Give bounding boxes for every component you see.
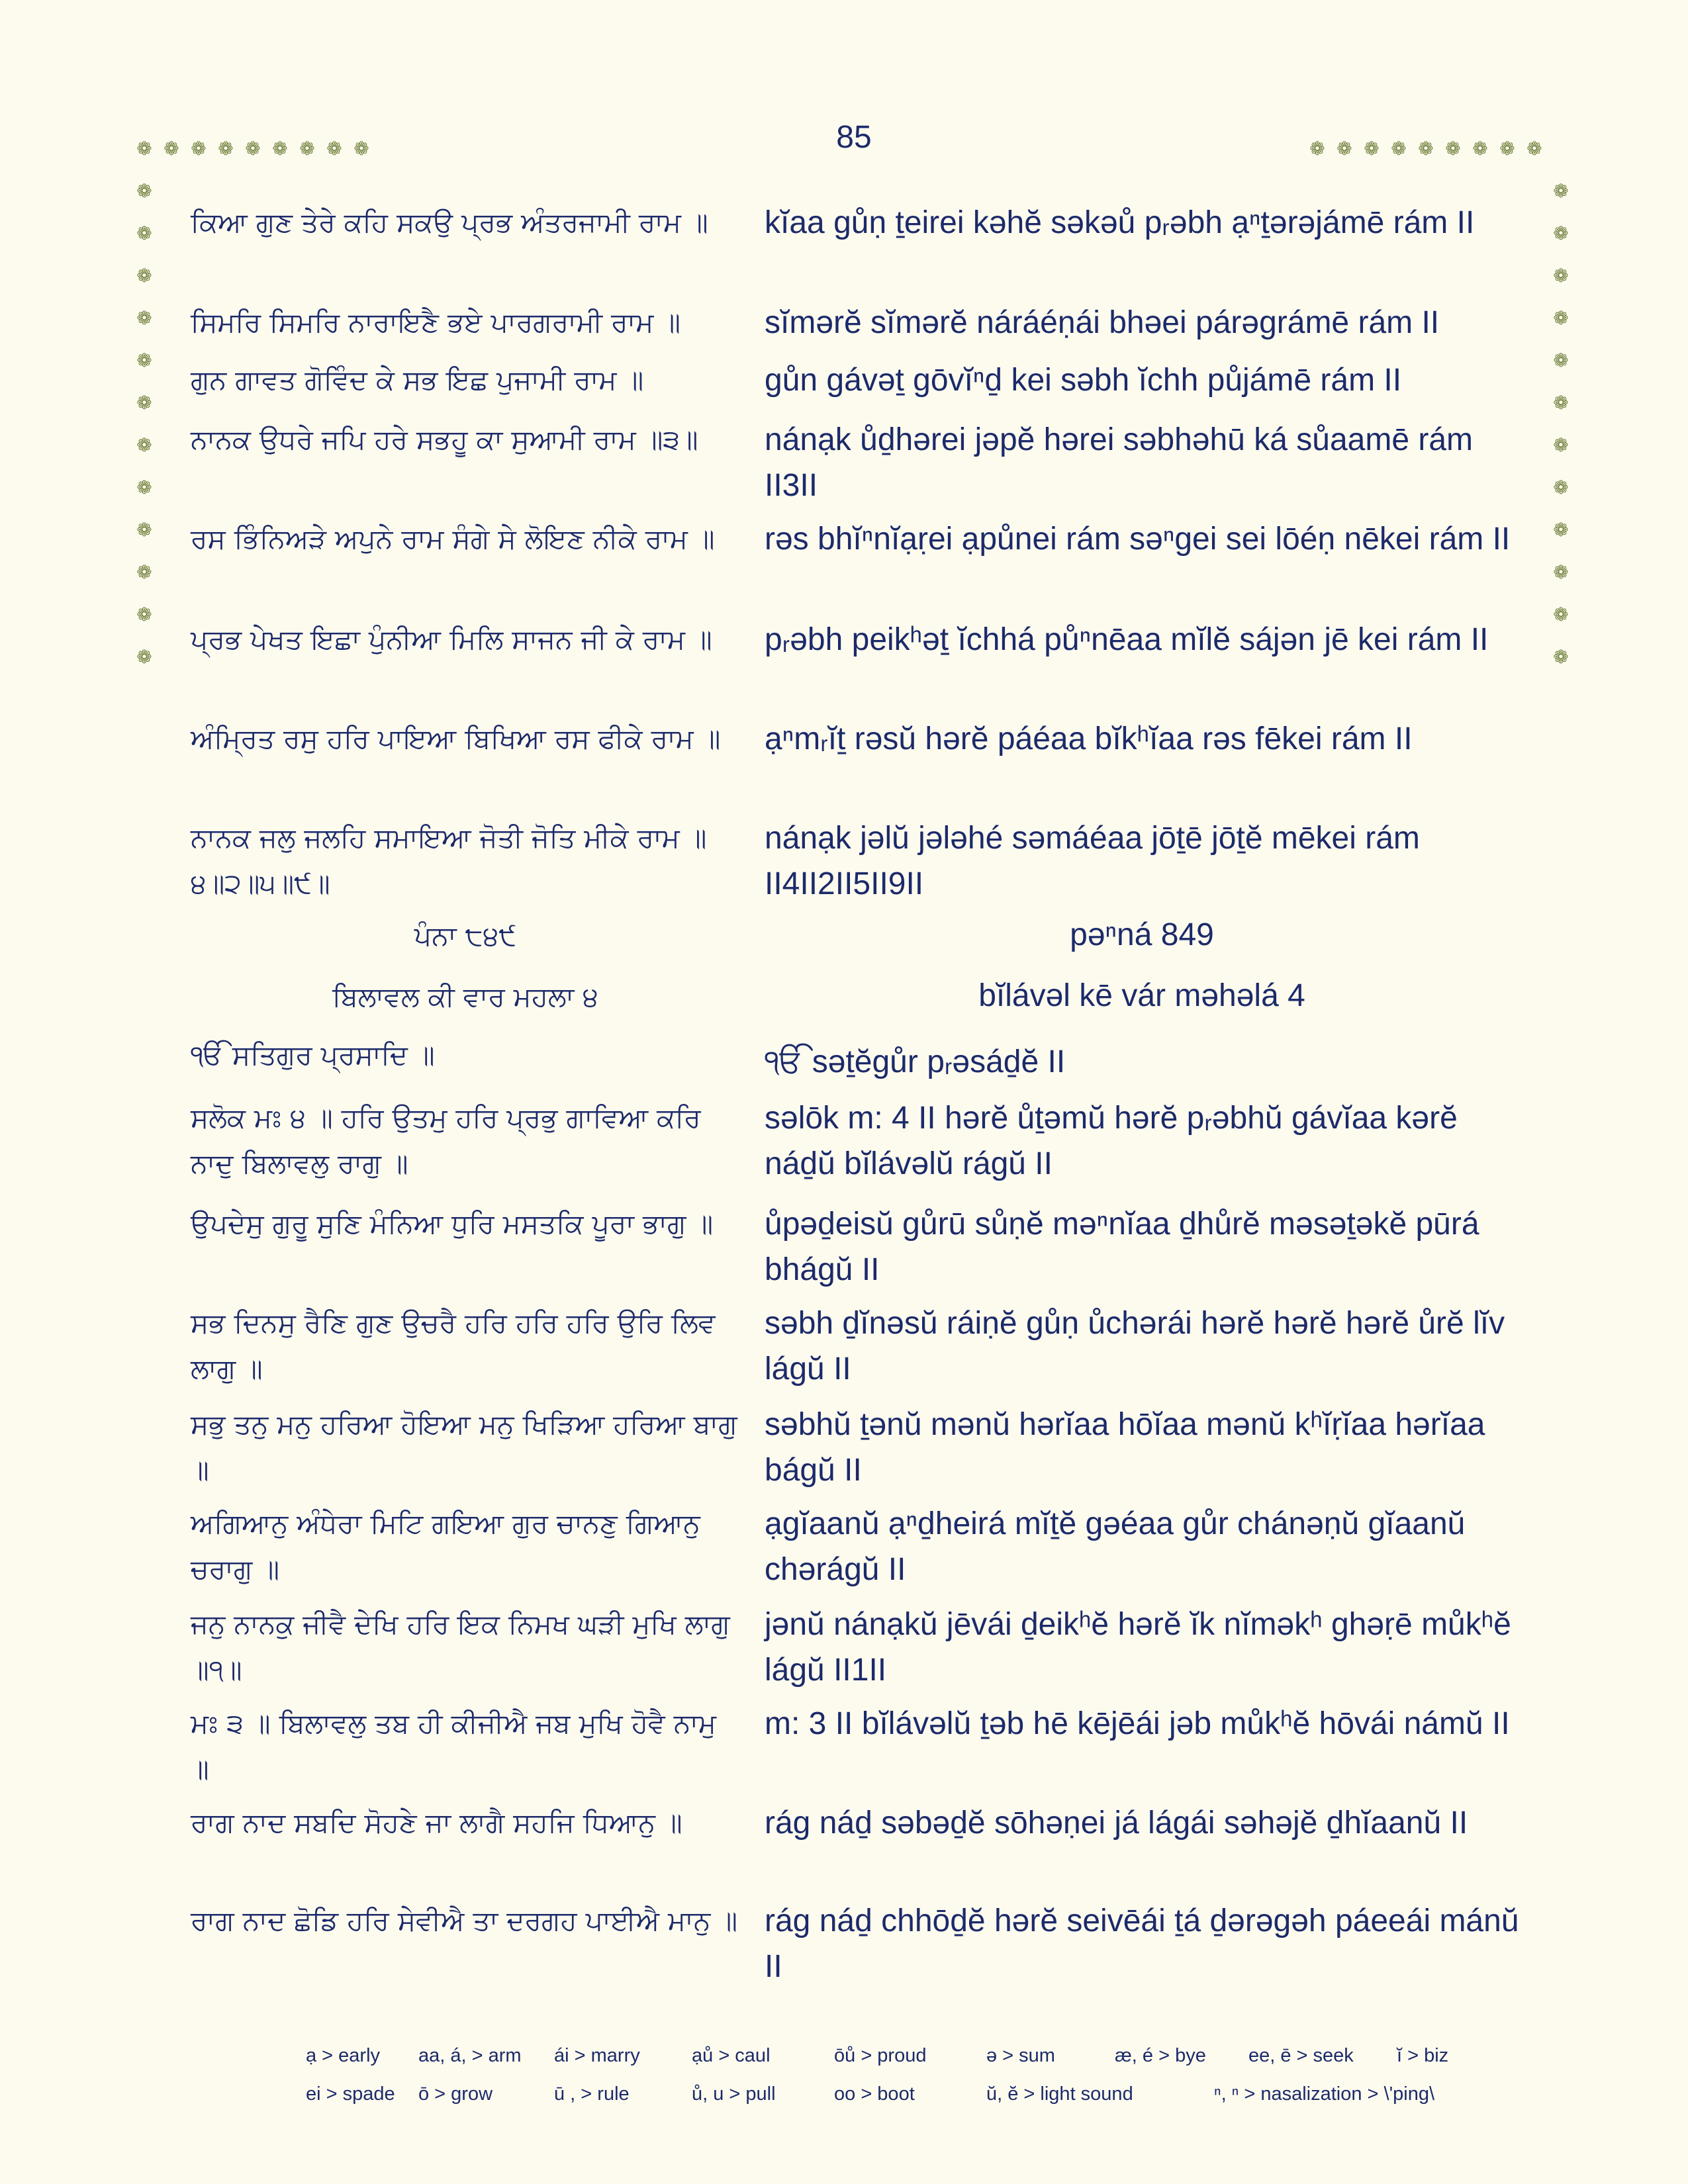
verse-gurmukhi: ਸਲੋਕ ਮਃ ੪ ॥ ਹਰਿ ਉਤਮੁ ਹਰਿ ਪ੍ਰਭੁ ਗਾਵਿਆ ਕਰਿ ਨਾਦੁ ਬਿਲਾਵਲੁ ਰਾਗੁ ॥ [191,1102,701,1179]
verse-gurmukhi: ਰਾਗ ਨਾਦ ਛੋਡਿ ਹਰਿ ਸੇਵੀਐ ਤਾ ਦਰਗਹ ਪਾਈਐ ਮਾਨੁ ॥ [191,1905,738,1936]
verse-gurmukhi: ਸਭ ਦਿਨਸੁ ਰੈਣਿ ਗੁਣ ਉਚਰੈ ਹਰਿ ਹਰਿ ਹਰਿ ਉਰਿ ਲਿਵ ਲਾਗੁ ॥ [191,1307,716,1385]
legend-entry: ů, u > pull [692,2083,776,2105]
verse-gurmukhi: ਮਃ ੩ ॥ ਬਿਲਾਵਲੁ ਤਬ ਹੀ ਕੀਜੀਐ ਜਬ ਮੁਖਿ ਹੋਵੈ ਨਾਮੁ ॥ [191,1707,717,1785]
verse-translit: gůn gávəṯ gōvĭⁿḏ kei səbh ĭchh půjámē rám II [765,363,1402,398]
verse-gurmukhi: ਨਾਨਕ ਉਧਰੇ ਜਪਿ ਹਰੇ ਸਭਹੂ ਕਾ ਸੁਆਮੀ ਰਾਮ ॥੩॥ [191,424,698,455]
verse-translit: pᵣəbh peikʰəṯ ĭchhá půⁿnēaa mĭlĕ sájən jē kei rám II [765,622,1489,657]
verse-gurmukhi: ਅੰਮ੍ਰਿਤ ਰਸੁ ਹਰਿ ਪਾਇਆ ਬਿਖਿਆ ਰਸ ਫੀਕੇ ਰਾਮ ॥ [191,723,721,754]
verse-translit: ạⁿmᵣĭṯ rəsŭ hərĕ páéaa bĭkʰĭaa rəs fēkei rám II [765,721,1413,756]
flower-icon: ❁ [1553,646,1569,668]
heading-gurmukhi: ਬਿਲਾਵਲ ਕੀ ਵਾਰ ਮਹਲਾ ੪ [332,981,599,1013]
legend-entry: ạů > caul [692,2045,771,2066]
flower-icon: ❁ [299,138,315,159]
legend-entry: ĭ > biz [1397,2045,1449,2066]
flower-icon: ❁ [1553,519,1569,541]
flower-icon: ❁ [1553,349,1569,371]
flower-icon: ❁ [326,138,342,159]
flower-icon: ❁ [272,138,288,159]
flower-icon: ❁ [1472,138,1488,159]
verse-translit: nánạk ůḏhərei jəpĕ hərei səbhəhū ká sůaamē rám II3II [765,422,1474,503]
flower-icon: ❁ [136,646,152,668]
invocation-translit: ੴ səṯĕgůr pᵣəsáḏĕ II [765,1044,1066,1079]
invocation-gurmukhi: ੴ ਸਤਿਗੁਰ ਪ੍ਰਸਾਦਿ ॥ [191,1039,435,1071]
flower-icon: ❁ [136,138,152,159]
verse-translit: rəs bhĭⁿnĭạṛei ạpůnei rám səⁿgei sei lōéṇ nēkei rám II [765,522,1511,557]
legend-entry: ạ > early [306,2045,381,2066]
flower-icon: ❁ [1391,138,1407,159]
flower-icon: ❁ [1553,604,1569,625]
verse-translit: m: 3 II bĭlávəlŭ ṯəb hē kējēái jəb můkʰĕ hōvái námŭ II [765,1706,1510,1741]
flower-icon: ❁ [136,349,152,371]
legend-entry: ŭ, ĕ > light sound [986,2083,1133,2105]
flower-icon: ❁ [1445,138,1461,159]
flower-icon: ❁ [1336,138,1352,159]
flower-icon: ❁ [1553,265,1569,287]
verse-gurmukhi: ਸਿਮਰਿ ਸਿਮਰਿ ਨਾਰਾਇਣੈ ਭਏ ਪਾਰਗਰਾਮੀ ਰਾਮ ॥ [191,306,680,338]
flower-icon: ❁ [136,265,152,287]
flower-icon: ❁ [164,138,179,159]
page-marker-gurmukhi: ਪੰਨਾ ੮੪੯ [414,920,517,952]
flower-icon: ❁ [1364,138,1380,159]
verse-translit: səbhŭ ṯənŭ mənŭ hərĭaa hōĭaa mənŭ kʰĭṛĭaa hərĭaa bágŭ II [765,1407,1485,1488]
verse-gurmukhi: ਅਗਿਆਨੁ ਅੰਧੇਰਾ ਮਿਟਿ ਗਇਆ ਗੁਰ ਚਾਨਣੁ ਗਿਆਨੁ ਚਰਾਗੁ ॥ [191,1508,700,1585]
legend-entry: oo > boot [834,2083,915,2105]
flower-icon: ❁ [1553,561,1569,583]
flower-icon: ❁ [136,561,152,583]
legend-entry: aa, á, > arm [418,2045,522,2066]
verse-translit: sĭmərĕ sĭmərĕ náráéṇái bhəei párəgrámē rám II [765,305,1440,340]
flower-icon: ❁ [1553,180,1569,202]
verse-gurmukhi: ਰਾਗ ਨਾਦ ਸਬਦਿ ਸੋਹਣੇ ਜਾ ਲਾਗੈ ਸਹਜਿ ਧਿਆਨੁ ॥ [191,1807,682,1839]
flower-icon: ❁ [1553,222,1569,244]
flower-icon: ❁ [1499,138,1515,159]
verse-translit: nánạk jəlŭ jələhé səmáéaa jōṯē jōṯĕ mēkei rám II4II2II5II9II [765,821,1420,901]
legend-entry: ə > sum [986,2045,1055,2066]
flower-icon: ❁ [1418,138,1434,159]
legend-entry: æ, é > bye [1115,2045,1206,2066]
flower-icon: ❁ [1553,434,1569,456]
flower-icon: ❁ [218,138,234,159]
page-number: 85 [836,120,872,155]
verse-translit: rág náḏ chhōḏĕ hərĕ seivēái ṯá ḏərəgəh páeeái mánŭ II [765,1903,1519,1984]
verse-gurmukhi: ਸਭੁ ਤਨੁ ਮਨੁ ਹਰਿਆ ਹੋਇਆ ਮਨੁ ਖਿੜਿਆ ਹਰਿਆ ਬਾਗੁ ॥ [191,1408,737,1486]
verse-translit: ůpəḏeisŭ gůrū sůṇĕ məⁿnĭaa ḏhůrĕ məsəṯəkĕ pūrá bhágŭ II [765,1206,1479,1287]
heading-translit: bĭlávəl kē vár məhəlá 4 [978,978,1305,1013]
verse-gurmukhi: ਨਾਨਕ ਜਲੁ ਜਲਹਿ ਸਮਾਇਆ ਜੋਤੀ ਜੋਤਿ ਮੀਕੇ ਰਾਮ ॥੪॥੨॥੫॥੯॥ [191,822,707,899]
flower-icon: ❁ [1309,138,1325,159]
legend-entry: ee, ē > seek [1248,2045,1354,2066]
verse-gurmukhi: ਉਪਦੇਸੁ ਗੁਰੂ ਸੁਣਿ ਮੰਨਿਆ ਧੁਰਿ ਮਸਤਕਿ ਪੂਰਾ ਭਾਗੁ ॥ [191,1208,714,1240]
verse-gurmukhi: ਜਨੁ ਨਾਨਕੁ ਜੀਵੈ ਦੇਖਿ ਹਰਿ ਇਕ ਨਿਮਖ ਘੜੀ ਮੁਖਿ ਲਾਗੁ ॥੧॥ [191,1608,730,1686]
flower-icon: ❁ [1553,307,1569,329]
verse-gurmukhi: ਪ੍ਰਭ ਪੇਖਤ ਇਛਾ ਪੁੰਨੀਆ ਮਿਲਿ ਸਾਜਨ ਜੀ ਕੇ ਰਾਮ ॥ [191,623,712,655]
verse-translit: kĭaa gůṇ ṯeirei kəhĕ səkəů pᵣəbh ạⁿṯərəjámē rám II [765,205,1475,240]
legend-entry: ōů > proud [834,2045,927,2066]
legend-entry: ái > marry [554,2045,640,2066]
verse-gurmukhi: ਰਸ ਭਿੰਨਿਅੜੇ ਅਪੁਨੇ ਰਾਮ ਸੰਗੇ ਸੇ ਲੋਇਣ ਨੀਕੇ ਰਾਮ ॥ [191,523,715,555]
verse-gurmukhi: ਗੁਨ ਗਾਵਤ ਗੋਵਿੰਦ ਕੇ ਸਭ ਇਛ ਪੁਜਾਮੀ ਰਾਮ ॥ [191,364,644,396]
legend-entry: ⁿ, ⁿ > nasalization > \'ping\ [1214,2083,1435,2105]
verse-translit: jənŭ nánạkŭ jēvái ḏeikʰĕ hərĕ ĭk nĭməkʰ ghəṛē můkʰĕ lágŭ II1II [765,1607,1511,1688]
verse-translit: səlōk m: 4 II hərĕ ůṯəmŭ hərĕ pᵣəbhŭ gávĭaa kərĕ náḏŭ bĭlávəlŭ rágŭ II [765,1101,1458,1181]
flower-icon: ❁ [1553,392,1569,414]
verse-translit: rág náḏ səbəḏĕ sōhəṇei já lágái səhəjĕ ḏhĭaanŭ II [765,1805,1468,1841]
flower-icon: ❁ [353,138,369,159]
flower-icon: ❁ [1553,477,1569,498]
flower-icon: ❁ [245,138,261,159]
page-marker-translit: pəⁿná 849 [1070,917,1214,952]
flower-icon: ❁ [191,138,207,159]
flower-icon: ❁ [136,180,152,202]
flower-icon: ❁ [1526,138,1542,159]
verse-gurmukhi: ਕਿਆ ਗੁਣ ਤੇਰੇ ਕਹਿ ਸਕਉ ਪ੍ਰਭ ਅੰਤਰਜਾਮੀ ਰਾਮ ॥ [191,206,708,238]
legend-entry: ei > spade [306,2083,395,2105]
flower-icon: ❁ [136,392,152,414]
flower-icon: ❁ [136,604,152,625]
legend-entry: ō > grow [418,2083,493,2105]
flower-icon: ❁ [136,307,152,329]
verse-translit: səbh ḏĭnəsŭ ráiṇĕ gůṇ ůchərái hərĕ hərĕ hərĕ ůrĕ lĭv lágŭ II [765,1306,1505,1387]
flower-icon: ❁ [136,519,152,541]
flower-icon: ❁ [136,434,152,456]
flower-icon: ❁ [136,222,152,244]
flower-icon: ❁ [136,477,152,498]
legend-entry: ū , > rule [554,2083,630,2105]
verse-translit: ạgĭaanŭ ạⁿḏheirá mĭṯĕ gəéaa gůr chánəṇŭ gĭaanŭ chərágŭ II [765,1506,1466,1587]
